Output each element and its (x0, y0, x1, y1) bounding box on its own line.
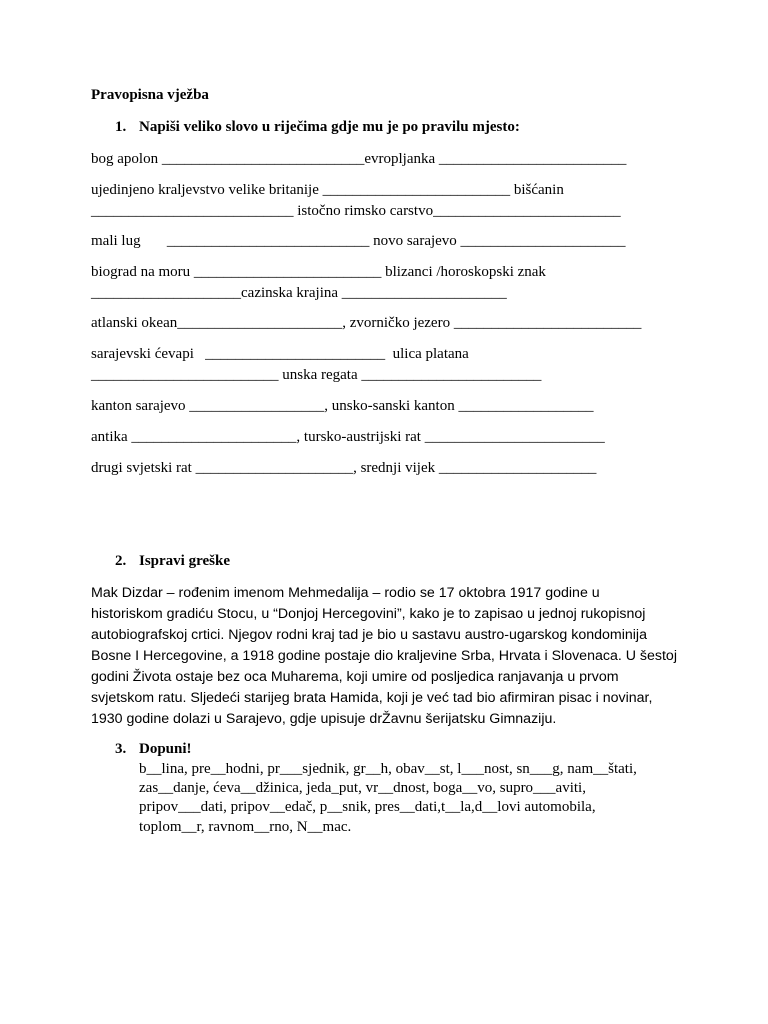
paragraph-line: historiskom gradiću Stocu, u “Donjoj Hercegovini”, kako je to zapisao u jednoj rukopisnoj (91, 606, 646, 622)
exercise-line: bog apolon ___________________________evropljanka _________________________ (91, 151, 627, 167)
exercise-line: kanton sarajevo __________________, unsko-sanski kanton __________________ (91, 398, 594, 414)
exercise-line: _________________________ unska regata ________________________ (91, 367, 542, 383)
paragraph-line: godini Života ostaje bez oca Muharema, koji umire od posljedica ranjavanja u prvom (91, 669, 619, 685)
fill-in-line: pripov___dati, pripov__edač, p__snik, pres__dati,t__la,d__lovi automobila, (139, 799, 596, 815)
section-3-number: 3. (115, 741, 127, 757)
fill-in-line: toplom__r, ravnom__rno, N__mac. (139, 819, 352, 835)
fill-in-line: zas__danje, ćeva__džinica, jeda_put, vr__dnost, boga__vo, supro___aviti, (139, 780, 586, 796)
section-2-number: 2. (115, 553, 127, 569)
section-1-number: 1. (115, 119, 127, 135)
paragraph-line: 1930 godine dolazi u Sarajevo, gdje upisuje drŽavnu šerijatsku Gimnaziju. (91, 711, 557, 727)
paragraph-line: svjetskom ratu. Sljedeći starijeg brata Hamida, koji je već tad bio afirmiran pisac i novinar, (91, 690, 653, 706)
exercise-line: ujedinjeno kraljevstvo velike britanije _________________________ bišćanin (91, 182, 564, 198)
exercise-line: ___________________________ istočno rimsko carstvo_________________________ (91, 203, 621, 219)
exercise-line: ____________________cazinska krajina ______________________ (91, 285, 507, 301)
section-3-heading: Dopuni! (139, 741, 192, 757)
exercise-line: mali lug ___________________________ novo sarajevo ______________________ (91, 233, 626, 249)
section-2-heading: Ispravi greške (139, 553, 230, 569)
paragraph-line: autobiografskoj crtici. Njegov rodni kraj tad je bio u sastavu austro-ugarskog kondominija (91, 627, 647, 643)
section-1-heading: Napiši veliko slovo u riječima gdje mu je po pravilu mjesto: (139, 119, 520, 135)
exercise-line: antika ______________________, tursko-austrijski rat ________________________ (91, 429, 605, 445)
paragraph-line: Bosne I Hercegovine, a 1918 godine postaje dio kraljevine Srba, Hrvata i Slovenaca. U šestoj (91, 648, 677, 664)
exercise-line: drugi svjetski rat _____________________, srednji vijek _____________________ (91, 460, 597, 476)
fill-in-line: b__lina, pre__hodni, pr___sjednik, gr__h, obav__st, l___nost, sn___g, nam__štati, (139, 761, 637, 777)
exercise-line: biograd na moru _________________________ blizanci /horoskopski znak (91, 264, 546, 280)
exercise-line: sarajevski ćevapi ________________________ ulica platana (91, 346, 469, 362)
paragraph-line: Mak Dizdar – rođenim imenom Mehmedalija – rodio se 17 oktobra 1917 godine u (91, 585, 600, 601)
document-title: Pravopisna vježba (91, 87, 209, 103)
exercise-line: atlanski okean______________________, zvorničko jezero _________________________ (91, 315, 642, 331)
